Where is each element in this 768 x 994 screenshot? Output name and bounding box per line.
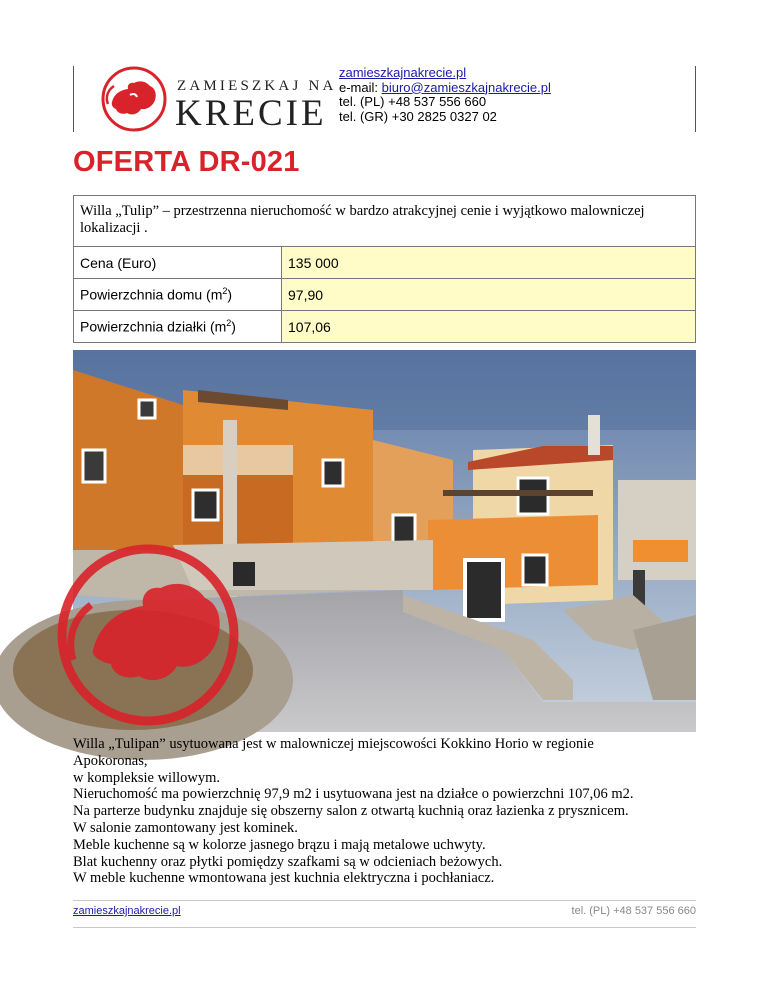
footer-top-rule [73,900,696,901]
site-link[interactable]: zamieszkajnakrecie.pl [339,65,467,80]
spec-label: Powierzchnia działki $(m^2)$ [74,311,282,343]
offer-body-text [73,736,713,887]
body-line: W meble kuchenne wmontowana jest kuchnia elektryczna i pochłaniacz. [73,870,495,887]
footer-bottom-rule [73,927,696,928]
body-line: W salonie zamontowany jest kominek. [73,819,298,836]
body-line: Blat kuchenny oraz płytki pomiędzy szafkami są w odcieniach beżowych. [73,853,503,870]
bull-emblem-icon [103,68,165,130]
spec-label: Powierzchnia domu $(m^2)$ [74,279,282,311]
spec-value-price: 135 000 [282,247,696,279]
body-line: w kompleksie willowym. [73,769,221,786]
logo-bottom-text: KRECIE [175,93,327,134]
property-photo [73,350,696,732]
footer-site-link[interactable]: zamieszkajnakrecie.pl [73,905,181,917]
offer-description: Willa „Tulip” – przestrzenna nieruchomość w bardzo atrakcyjnej cenie i wyjątkowo malowniczej lokalizacji . [74,196,696,247]
logo-top-text: ZAMIESZKAJ NA [177,78,337,94]
body-line: Meble kuchenne są w kolorze jasnego brązu i mają metalowe uchwyty. [73,836,486,853]
spec-value-plot-area: 107,06 [282,311,696,343]
body-line: Nieruchomość ma powierzchnię 97,9 m2 i usytuowana jest na działce o powierzchni 107,06 m2. [73,786,634,803]
spec-row-plot-area [74,311,696,343]
email-label: e-mail: [339,79,382,95]
contact-block [339,66,551,124]
spec-row-price [74,247,696,279]
offer-title: OFERTA DR-021 [73,146,300,178]
email-link[interactable]: biuro@zamieszkajnakrecie.pl [381,79,551,95]
phone-pl: tel. (PL) +48 537 556 660 [339,94,487,109]
footer-phone: tel. (PL) +48 537 556 660 [571,905,696,917]
body-line: Willa „Tulipan” usytuowana jest w malowniczej miejscowości Kokkino Horio w regionie [73,736,594,752]
description-row [74,196,696,247]
spec-value-house-area: 97,90 [282,279,696,311]
phone-gr: tel. (GR) +30 2825 0327 02 [339,108,497,124]
header-left-rule [73,66,74,132]
offer-spec-table [73,195,696,343]
body-line: Apokoronas, [73,752,148,769]
body-line: Na parterze budynku znajduje się obszerny salon z otwartą kuchnią oraz łazienka z prysznicem. [73,803,629,820]
spec-label: Cena (Euro) [74,247,282,279]
spec-row-house-area [74,279,696,311]
company-logo [100,64,337,134]
header-right-rule [695,66,696,132]
